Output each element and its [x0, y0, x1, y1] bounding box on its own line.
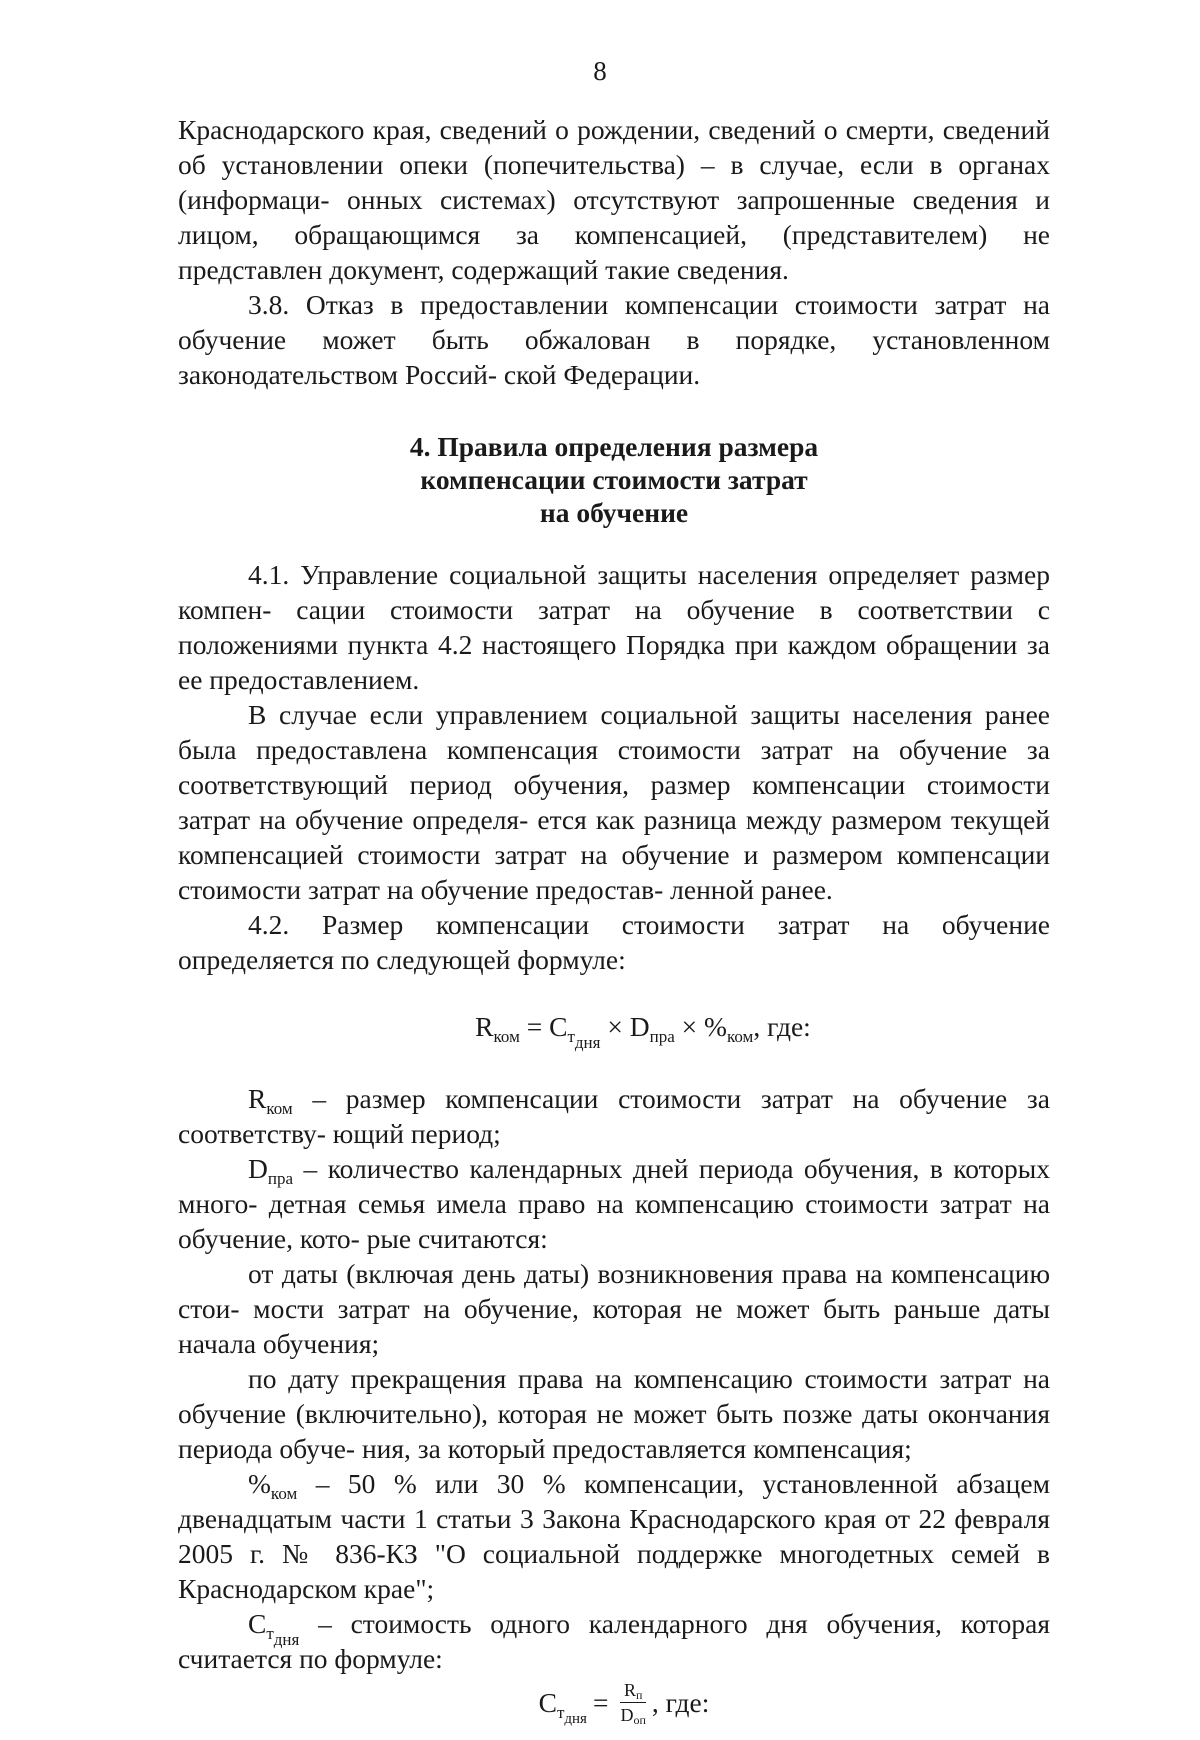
definition-r-kom	[178, 1081, 1050, 1151]
text-line: рые считаются:	[366, 1223, 548, 1254]
paragraph-continuation	[178, 112, 1050, 287]
heading-line: на обучение	[539, 497, 689, 528]
text-line: В случае если управлением социальной защиты населения ранее была	[178, 699, 1050, 765]
text-line: предоставлена компенсация стоимости затрат на обучение за соответствующий	[178, 734, 1050, 800]
formula-day-cost	[178, 1680, 1050, 1740]
text-line: 3.8. Отказ в предоставлении компенсации стоимости затрат на обучение	[178, 289, 1050, 355]
def-symbol: D	[248, 1153, 268, 1184]
text-line: по дату прекращения права на компенсацию стоимости затрат на обучение	[178, 1363, 1050, 1429]
heading-line: компенсации стоимости затрат	[420, 464, 808, 495]
formula-symbol: %	[704, 1011, 727, 1042]
def-subscript: т	[266, 1624, 274, 1643]
paragraph-4-1-b	[178, 697, 1050, 907]
fraction-numerator	[620, 1680, 646, 1703]
text-line: сации стоимости затрат на обучение в соответствии с положениями пункта 4.2	[178, 594, 1050, 660]
formula-symbol: D	[620, 1705, 634, 1725]
text-line: ется как разница между размером текущей компенсацией стоимости затрат	[178, 804, 1050, 870]
formula-subscript: ком	[726, 1027, 754, 1046]
text-line: – количество календарных дней периода обучения, в которых много-	[178, 1153, 1050, 1219]
formula-symbol: R	[623, 1680, 636, 1700]
text-line: ния, за который предоставляется компенсация;	[361, 1433, 912, 1464]
definition-c-day	[178, 1606, 1050, 1676]
def-subscript: дня	[273, 1630, 300, 1649]
paragraph-4-1	[178, 557, 1050, 697]
def-symbol: %	[248, 1468, 271, 1499]
text-line: ленной ранее.	[670, 874, 833, 905]
text-line: 4.1. Управление социальной защиты населения определяет размер компен-	[178, 559, 1050, 625]
text-line: "О социальной поддержке многодетных семей в Краснодарском крае";	[178, 1538, 1050, 1604]
formula-subscript: дня	[574, 1033, 601, 1052]
def-subscript: ком	[270, 1484, 298, 1503]
heading-line: 4. Правила определения размера	[409, 431, 819, 462]
def-symbol: R	[248, 1083, 267, 1114]
formula-subscript: т	[556, 1703, 565, 1722]
formula-operator: ×	[674, 1011, 705, 1042]
formula-compensation	[236, 1007, 1050, 1052]
formula-symbol: C	[538, 1687, 557, 1718]
formula-symbol: R	[475, 1011, 494, 1042]
text-line: ющий период;	[332, 1118, 501, 1149]
text-line: об установлении опеки (попечительства) – в случае, если в органах (информаци-	[178, 149, 1050, 215]
text-line: по следующей формуле:	[340, 944, 626, 975]
text-line: сведения.	[676, 254, 789, 285]
fraction-denominator	[616, 1703, 649, 1725]
formula-symbol: D	[629, 1011, 650, 1042]
formula-subscript: пра	[649, 1027, 675, 1046]
text-line: от даты (включая день даты) возникновения права на компенсацию стои-	[178, 1258, 1050, 1324]
text-line: может быть обжалован в порядке, установленном законодательством Россий-	[178, 324, 1051, 390]
formula-subscript: дня	[564, 1711, 587, 1727]
document-body	[178, 112, 1050, 1740]
paragraph-3-8	[178, 287, 1050, 392]
text-line: настоящего Порядка при каждом обращении за ее предоставлением.	[178, 629, 1051, 695]
formula-operator: =	[592, 1687, 609, 1718]
formula-operator: =	[519, 1011, 550, 1042]
page-number: 8	[593, 56, 607, 86]
text-line: онных системах) отсутствуют запрошенные сведения и лицом, обращающимся	[178, 184, 1050, 250]
formula-operator: ×	[600, 1011, 630, 1042]
def-subscript: пра	[267, 1169, 294, 1188]
paragraph-from-date	[178, 1256, 1050, 1361]
definition-pct-kom	[178, 1466, 1050, 1606]
text-line: – 50 % или 30 % компенсации, установленной абзацем двенадцатым	[178, 1468, 1050, 1534]
text-line: части 1 статьи 3 Закона Краснодарского края от 22 февраля 2005 г. № 836-КЗ	[178, 1503, 1050, 1569]
text-line: – стоимость одного календарного дня обучения, которая считается	[178, 1608, 1050, 1674]
text-line: по формуле:	[299, 1643, 443, 1674]
formula-subscript: п	[635, 1688, 643, 1702]
def-subscript: ком	[266, 1099, 293, 1118]
formula-symbol: C	[549, 1011, 568, 1042]
def-symbol: C	[248, 1608, 267, 1639]
formula-subscript: т	[567, 1027, 575, 1046]
text-line: период обучения, размер компенсации стоимости затрат на обучение определя-	[178, 769, 1050, 835]
text-line: (включительно), которая не может быть позже даты окончания периода обуче-	[178, 1398, 1051, 1464]
formula-tail: , где:	[753, 1011, 811, 1042]
text-line: 4.2. Размер компенсации стоимости затрат на обучение определяется	[178, 909, 1050, 975]
formula-subscript: ком	[493, 1027, 520, 1046]
text-line: – размер компенсации стоимости затрат на обучение за соответству-	[178, 1083, 1050, 1149]
definition-d-pra	[178, 1151, 1050, 1256]
formula-tail: , где:	[651, 1687, 710, 1718]
formula-fraction	[616, 1680, 649, 1725]
formula-subscript: оп	[633, 1713, 646, 1727]
paragraph-to-date	[178, 1361, 1050, 1466]
text-line: детная семья имела право на компенсацию стоимости затрат на обучение, кото-	[178, 1188, 1051, 1254]
text-line: за компенсацией, (представителем) не представлен документ, содержащий такие	[178, 219, 1051, 285]
text-line: мости затрат на обучение, которая не может быть раньше даты начала обучения;	[178, 1293, 1051, 1359]
section-heading	[178, 430, 1050, 529]
paragraph-4-2	[178, 907, 1050, 977]
text-line: ской Федерации.	[503, 359, 701, 390]
text-line: Краснодарского края, сведений о рождении, сведений о смерти, сведений	[178, 114, 1050, 145]
text-line: на обучение и размером компенсации стоимости затрат на обучение предостав-	[178, 839, 1051, 905]
